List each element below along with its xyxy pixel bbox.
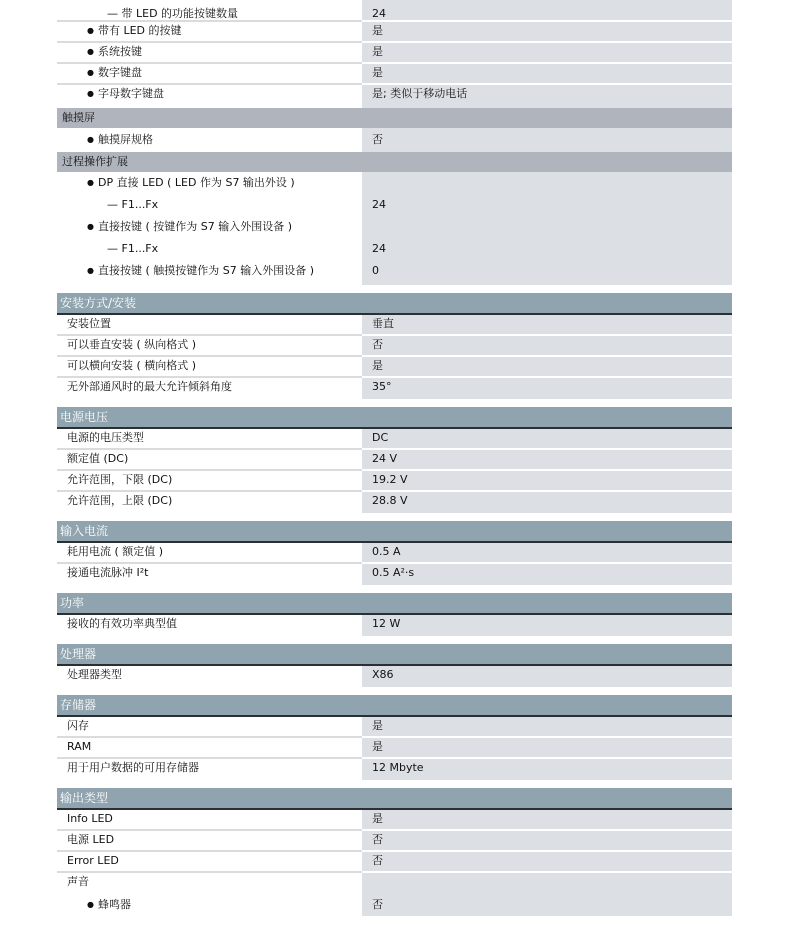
spec-row [57,64,732,85]
spec-label: 无外部通风时的最大允许倾斜角度 [67,380,232,393]
spec-label: — F1...Fx [107,198,159,211]
spec-row [57,543,732,564]
spec-row [57,738,732,759]
spec-row [57,336,732,357]
spec-label: 数字键盘 [97,66,142,79]
spec-row [57,216,732,238]
spec-row [57,260,732,285]
spec-row [57,810,732,831]
spec-row [57,128,732,152]
bullet-icon [87,66,98,79]
spec-row [57,450,732,471]
bullet-icon [87,87,98,100]
spec-value: 是 [362,64,732,85]
spec-row [57,471,732,492]
spec-label: 系统按键 [97,45,142,58]
spec-label: 额定值 (DC) [57,450,362,471]
bullet-icon [87,176,98,189]
spec-value: 12 Mbyte [362,759,732,780]
spec-row [57,22,732,43]
spec-value [362,172,732,194]
spec-label: 接收的有效功率典型值 [67,617,177,630]
spec-label: 直接按键 ( 触摸按键作为 S7 输入外围设备 ) [97,264,315,277]
spec-row [57,429,732,450]
spec-label: — 带 LED 的功能按键数量 [57,0,362,22]
section-header-supply-voltage: 电源电压 [57,407,732,429]
spec-label: DP 直接 LED ( LED 作为 S7 输出外设 ) [97,176,295,189]
spec-value: 24 V [362,450,732,471]
spec-label: RAM [57,738,362,759]
spec-value: 否 [362,894,732,916]
bullet-icon [87,24,98,37]
operator-controls-block [57,0,732,108]
bullet-icon [87,133,98,146]
spec-value: 否 [362,852,732,873]
spec-row [57,717,732,738]
spec-label: 安装位置 [57,315,362,336]
spec-label: 蜂鸣器 [97,898,131,911]
spec-row [57,759,732,780]
bullet-icon [87,264,98,277]
subsection-header-touch: 触摸屏 [57,108,732,128]
section-header-memory: 存储器 [57,695,732,717]
spec-row [57,315,732,336]
spec-value: 24 [362,238,732,260]
spec-label: 用于用户数据的可用存储器 [67,761,199,774]
spec-value [362,216,732,238]
spec-value: 否 [362,128,732,152]
spec-row [57,378,732,399]
spec-value: 28.8 V [362,492,732,513]
spec-row [57,666,732,687]
spec-row [57,852,732,873]
spec-value: 是 [362,22,732,43]
spec-label: 字母数字键盘 [97,87,164,100]
spec-value: 垂直 [362,315,732,336]
spec-value: 是 [362,717,732,738]
spec-row [57,894,732,916]
spec-label: 处理器类型 [67,668,122,681]
spec-value: 是; 类似于移动电话 [362,85,732,108]
spec-value: 是 [362,357,732,378]
spec-value: 0 [362,260,732,285]
spec-label: 接通电流脉冲 I²t [67,566,149,579]
spec-value: 0.5 A [362,543,732,564]
spec-value [362,873,732,894]
spec-value: 24 [362,194,732,216]
spec-label: 触摸屏规格 [97,133,153,146]
section-header-output-type: 输出类型 [57,788,732,810]
spec-value: 是 [362,738,732,759]
spec-row [57,85,732,108]
spec-label: 电源 LED [57,831,362,852]
bullet-icon [87,45,98,58]
spec-label: — F1...Fx [107,242,159,255]
section-header-installation: 安装方式/安装 [57,293,732,315]
subsection-header-process: 过程操作扩展 [57,152,732,172]
spec-value: 0.5 A²·s [362,564,732,585]
spec-label: 允许范围，上限 (DC) [67,494,173,507]
spec-value: X86 [362,666,732,687]
bullet-icon [87,898,98,911]
spec-row [57,0,732,22]
spec-value: 19.2 V [362,471,732,492]
spec-label: 电源的电压类型 [57,429,362,450]
spec-label: 直接按键 ( 按键作为 S7 输入外围设备 ) [97,220,293,233]
spec-row [57,43,732,64]
spec-row [57,492,732,513]
spec-value: 24 [362,0,732,22]
bullet-icon [87,220,98,233]
spec-label: Error LED [57,852,362,873]
spec-label: 耗用电流 ( 额定值 ) [57,543,362,564]
section-header-input-current: 输入电流 [57,521,732,543]
spec-row [57,357,732,378]
spec-value: 12 W [362,615,732,636]
spec-row [57,172,732,194]
spec-label: 闪存 [57,717,362,738]
spec-label: Info LED [57,810,362,831]
spec-value: 否 [362,336,732,357]
spec-row [57,238,732,260]
section-header-power: 功率 [57,593,732,615]
spec-label: 允许范围，下限 (DC) [57,471,362,492]
spec-row [57,564,732,585]
spec-value: DC [362,429,732,450]
spec-sheet [57,0,732,916]
spec-label: 带有 LED 的按键 [97,24,182,37]
spec-row [57,615,732,636]
spec-row [57,831,732,852]
section-header-processor: 处理器 [57,644,732,666]
spec-value: 35° [362,378,732,399]
spec-value: 是 [362,43,732,64]
spec-label: 可以垂直安装 ( 纵向格式 ) [57,336,362,357]
spec-label: 声音 [67,875,89,888]
spec-label: 可以横向安装 ( 横向格式 ) [57,357,362,378]
spec-row [57,873,732,894]
spec-row [57,194,732,216]
spec-value: 是 [362,810,732,831]
spec-value: 否 [362,831,732,852]
